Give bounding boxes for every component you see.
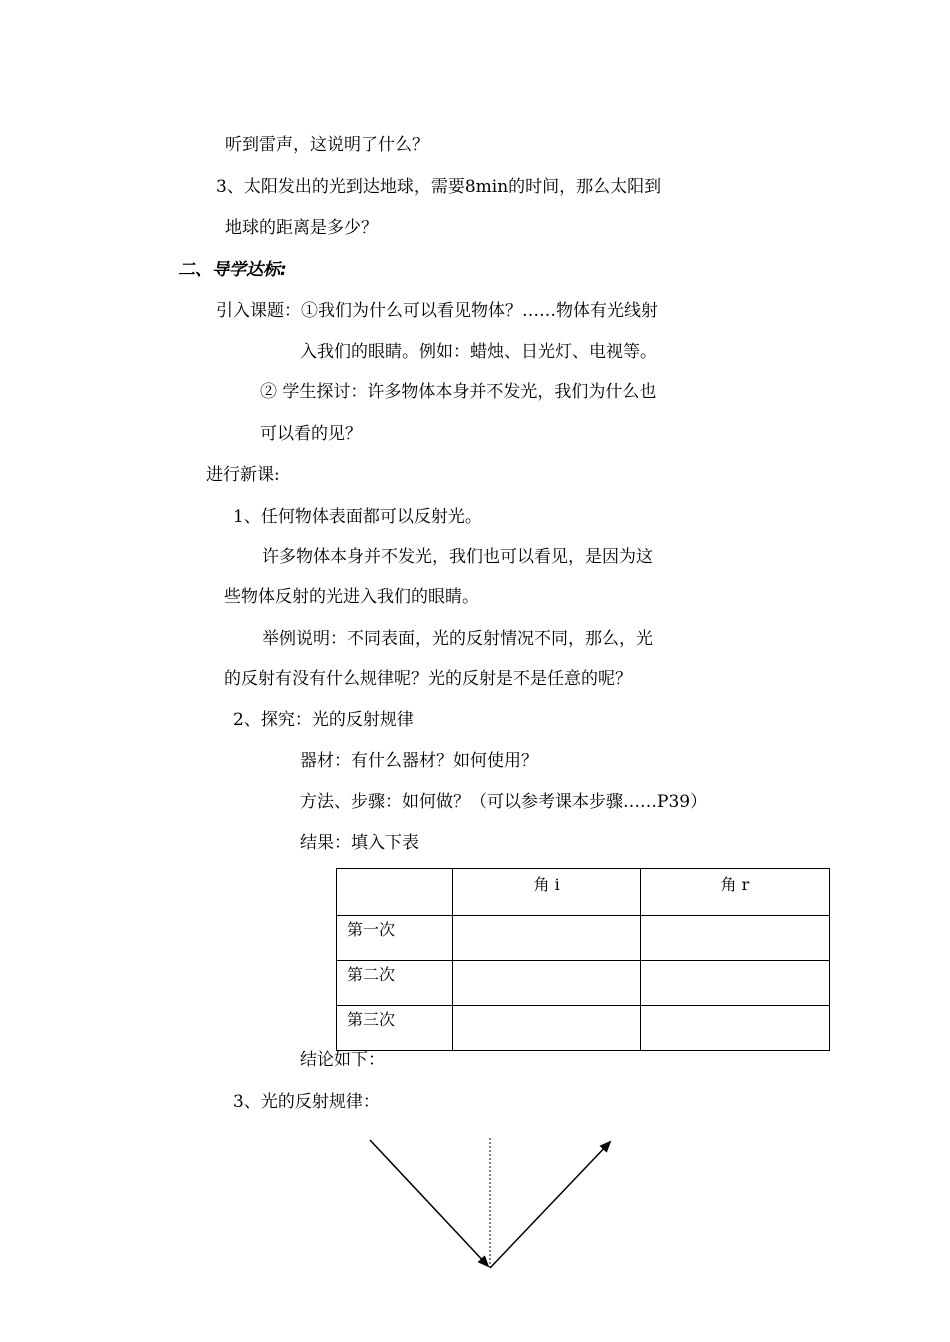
question-3: 3、太阳发出的光到达地球，需要8min的时间，那么太阳到 (216, 177, 662, 197)
intro-line: 入我们的眼睛。例如：蜡烛、日光灯、电视等。 (300, 342, 657, 362)
paragraph-line: 些物体反射的光进入我们的眼睛。 (224, 587, 479, 607)
reflected-ray (490, 1142, 610, 1268)
paragraph-line: 的反射有没有什么规律呢？光的反射是不是任意的呢？ (224, 669, 632, 689)
table-row-label: 第二次 (337, 961, 453, 1006)
table-header-cell: 角 i (453, 869, 640, 916)
incident-ray (370, 1140, 488, 1266)
table-header-cell: 角 r (640, 869, 829, 916)
item-1: 1、任何物体表面都可以反射光。 (233, 507, 482, 527)
item-2: 2、探究：光的反射规律 (233, 710, 414, 730)
table-row-label: 第三次 (337, 1006, 453, 1051)
method-line: 方法、步骤：如何做？（可以参考课本步骤……P39） (300, 792, 708, 812)
paragraph-line: 举例说明：不同表面，光的反射情况不同，那么，光 (262, 629, 653, 649)
paragraph-line: 许多物体本身并不发光，我们也可以看见，是因为这 (262, 547, 653, 567)
result-line: 结果：填入下表 (300, 833, 419, 853)
new-lesson-heading: 进行新课: (206, 465, 280, 485)
intro-line: 可以看的见？ (260, 424, 362, 444)
text-line: 听到雷声，这说明了什么？ (225, 135, 429, 155)
conclusion-line: 结论如下： (300, 1050, 385, 1070)
item-3: 3、光的反射规律： (233, 1092, 380, 1112)
intro-line: 引入课题：①我们为什么可以看见物体？……物体有光线射 (216, 301, 658, 321)
intro-line: ② 学生探讨：许多物体本身并不发光，我们为什么也 (260, 382, 657, 402)
section-heading: 二、导学达标: (178, 260, 287, 280)
equipment-line: 器材：有什么器材？如何使用？ (300, 751, 538, 771)
table-row-label: 第一次 (337, 916, 453, 961)
text-line: 地球的距离是多少？ (225, 218, 378, 238)
